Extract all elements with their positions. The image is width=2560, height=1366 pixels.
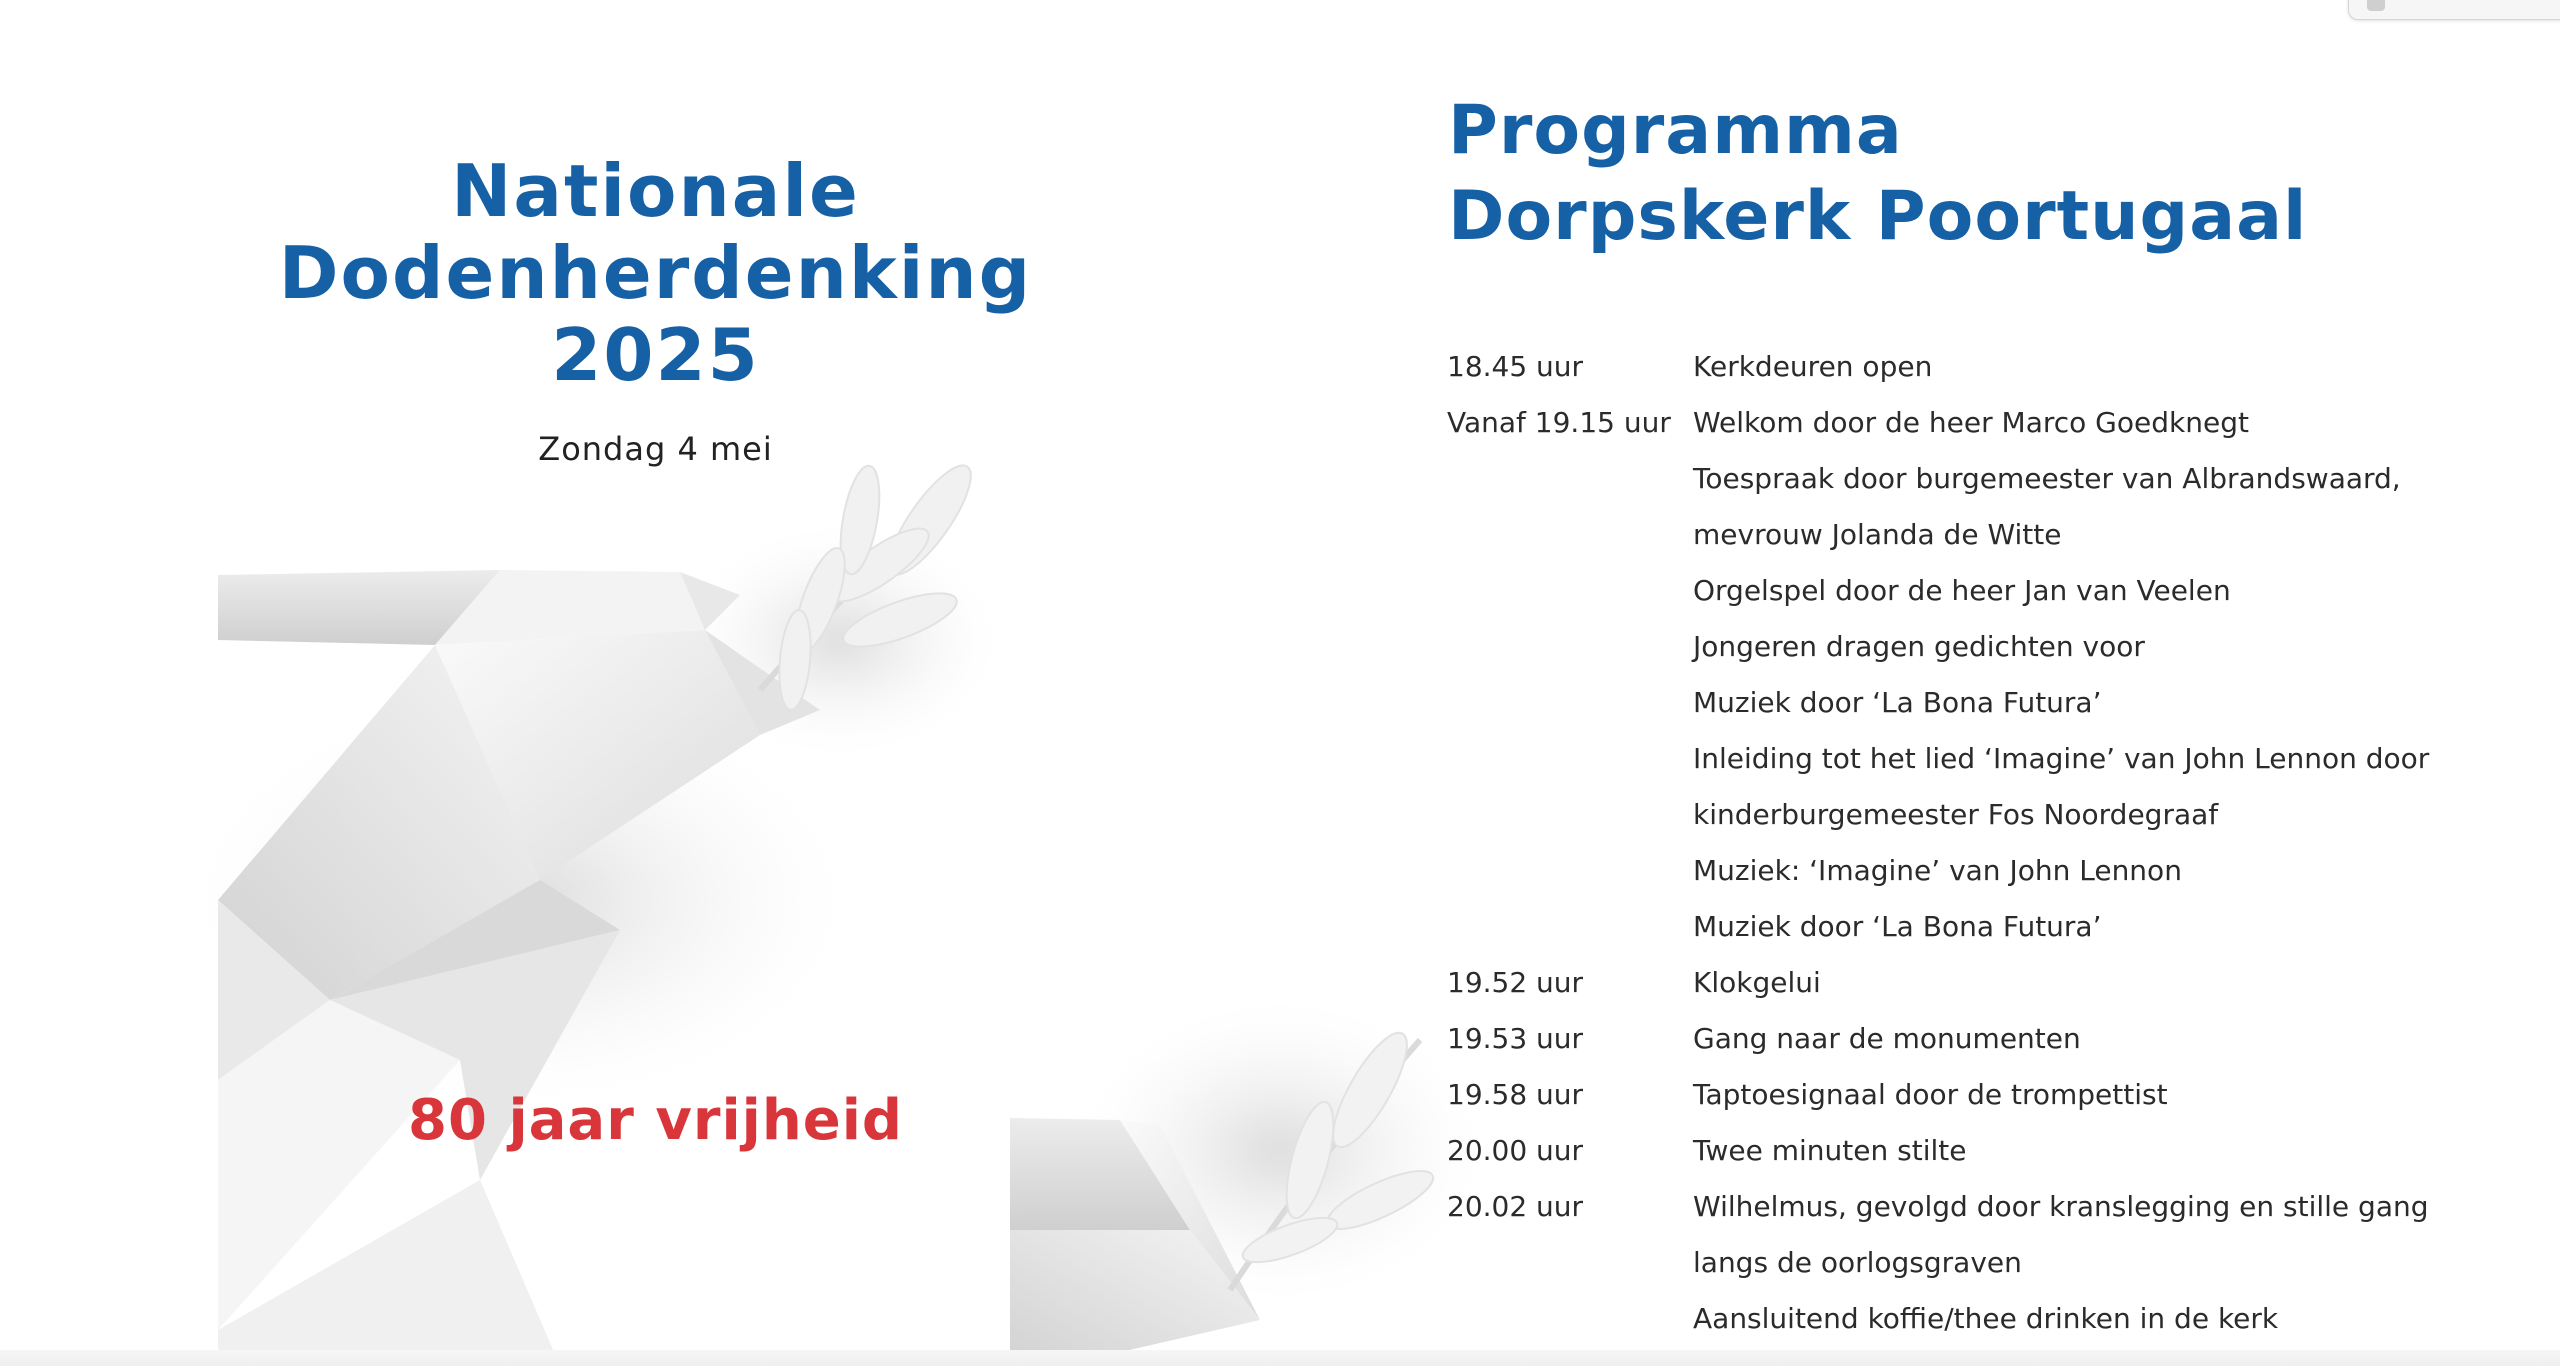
tab-favicon-icon bbox=[2367, 0, 2385, 11]
program-title-line: Programma bbox=[1448, 91, 1903, 170]
program-row bbox=[1447, 954, 2447, 1010]
program-title bbox=[1448, 88, 2307, 260]
browser-tab-stub[interactable] bbox=[2348, 0, 2560, 20]
program-time: 19.53 uur bbox=[1447, 1021, 1584, 1055]
program-desc: Orgelspel door de heer Jan van Veelen bbox=[1693, 573, 2231, 607]
program-time: Vanaf 19.15 uur bbox=[1447, 405, 1671, 439]
poster-title-line: 2025 bbox=[551, 313, 760, 397]
poster-title-line: Dodenherdenking bbox=[278, 231, 1033, 315]
bottom-edge bbox=[0, 1350, 2560, 1366]
program-row bbox=[1447, 786, 2447, 842]
program-row bbox=[1447, 898, 2447, 954]
program-desc: Twee minuten stilte bbox=[1693, 1133, 1967, 1167]
program-desc: mevrouw Jolanda de Witte bbox=[1693, 517, 2062, 551]
program-desc: Toespraak door burgemeester van Albrandswaard, bbox=[1693, 461, 2401, 495]
program-list bbox=[1447, 338, 2447, 1346]
program-row bbox=[1447, 618, 2447, 674]
program-row bbox=[1447, 1066, 2447, 1122]
program-desc: kinderburgemeester Fos Noordegraaf bbox=[1693, 797, 2219, 831]
program-row bbox=[1447, 506, 2447, 562]
program-row bbox=[1447, 1010, 2447, 1066]
program-desc: Aansluitend koffie/thee drinken in de kerk bbox=[1693, 1301, 2279, 1335]
program-row bbox=[1447, 1234, 2447, 1290]
poster-title bbox=[218, 150, 1093, 396]
program-desc: Kerkdeuren open bbox=[1693, 349, 1933, 383]
program-time: 19.52 uur bbox=[1447, 965, 1584, 999]
program-row bbox=[1447, 730, 2447, 786]
program-row bbox=[1447, 338, 2447, 394]
program-desc: Muziek door ‘La Bona Futura’ bbox=[1693, 685, 2102, 719]
program-row bbox=[1447, 674, 2447, 730]
program-time: 20.02 uur bbox=[1447, 1189, 1584, 1223]
program-row bbox=[1447, 842, 2447, 898]
program-time: 19.58 uur bbox=[1447, 1077, 1584, 1111]
program-desc: Gang naar de monumenten bbox=[1693, 1021, 2081, 1055]
program-time: 20.00 uur bbox=[1447, 1133, 1584, 1167]
program-desc: Jongeren dragen gedichten voor bbox=[1693, 629, 2145, 663]
program-desc: Muziek: ‘Imagine’ van John Lennon bbox=[1693, 853, 2182, 887]
program-desc: Taptoesignaal door de trompettist bbox=[1693, 1077, 2168, 1111]
program-row bbox=[1447, 1290, 2447, 1346]
program-row bbox=[1447, 394, 2447, 450]
poster-title-line: Nationale bbox=[451, 149, 860, 233]
program-desc: Wilhelmus, gevolgd door kranslegging en stille gang bbox=[1693, 1189, 2429, 1223]
program-desc: langs de oorlogsgraven bbox=[1693, 1245, 2022, 1279]
program-title-line: Dorpskerk Poortugaal bbox=[1448, 177, 2308, 256]
program-desc: Muziek door ‘La Bona Futura’ bbox=[1693, 909, 2102, 943]
program-time: 18.45 uur bbox=[1447, 349, 1584, 383]
program-row bbox=[1447, 1178, 2447, 1234]
program-row bbox=[1447, 450, 2447, 506]
poster-date: Zondag 4 mei bbox=[538, 430, 773, 468]
poster-slogan: 80 jaar vrijheid bbox=[408, 1088, 903, 1153]
program-row bbox=[1447, 562, 2447, 618]
program-row bbox=[1447, 1122, 2447, 1178]
program-desc: Klokgelui bbox=[1693, 965, 1821, 999]
program-desc: Welkom door de heer Marco Goedknegt bbox=[1693, 405, 2249, 439]
program-desc: Inleiding tot het lied ‘Imagine’ van John Lennon door bbox=[1693, 741, 2430, 775]
